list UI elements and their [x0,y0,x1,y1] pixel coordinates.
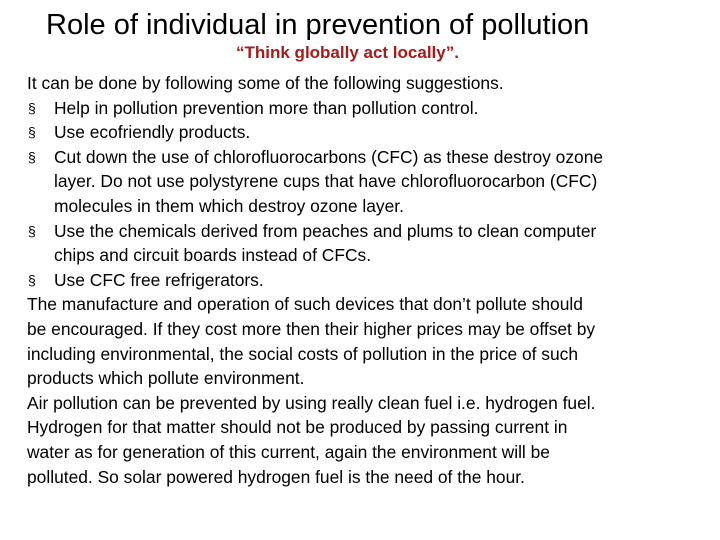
bullet-marker-icon: § [28,222,36,239]
bullet-text-line: Cut down the use of chlorofluorocarbons (CFC) as these destroy ozone [54,146,604,167]
bullet-item [27,96,699,121]
paragraph-hydrogen-fuel [27,391,699,489]
paragraph-line: The manufacture and operation of such devices that don’t pollute should [27,294,583,315]
bullet-marker-icon: § [28,148,36,165]
bullet-text-line: Use the chemicals derived from peaches and plums to clean computer [54,220,597,241]
bullet-text-line: molecules in them which destroy ozone layer. [54,195,404,216]
slide-title: Role of individual in prevention of pollution [46,9,590,41]
bullet-item [27,219,699,268]
intro-text: It can be done by following some of the following suggestions. [27,73,504,93]
bullet-item [27,120,699,145]
bullet-text-line: chips and circuit boards instead of CFCs. [54,245,372,266]
paragraph-line: Hydrogen for that matter should not be produced by passing current in [27,417,568,438]
bullet-item [27,145,699,219]
bullet-marker-icon: § [28,124,36,141]
slide-body [27,71,699,489]
bullet-list [27,96,699,293]
bullet-text-line: Help in pollution prevention more than pollution control. [54,97,479,118]
slide-subtitle: “Think globally act locally”. [236,43,459,62]
paragraph-devices [27,292,699,390]
paragraph-line: Air pollution can be prevented by using really clean fuel i.e. hydrogen fuel. [27,392,596,413]
paragraph-line: including environmental, the social costs of pollution in the price of such [27,343,579,364]
bullet-text-line: layer. Do not use polystyrene cups that have chlorofluorocarbon (CFC) [54,171,598,192]
bullet-text-line: Use ecofriendly products. [54,122,251,143]
paragraph-line: water as for generation of this current, again the environment will be [27,441,550,462]
bullet-marker-icon: § [28,99,36,116]
bullet-marker-icon: § [28,271,36,288]
paragraph-line: products which pollute environment. [27,368,305,389]
paragraph-line: polluted. So solar powered hydrogen fuel is the need of the hour. [27,466,525,487]
bullet-text-line: Use CFC free refrigerators. [54,269,264,290]
paragraph-line: be encouraged. If they cost more then their higher prices may be offset by [27,318,596,339]
bullet-item [27,268,699,293]
